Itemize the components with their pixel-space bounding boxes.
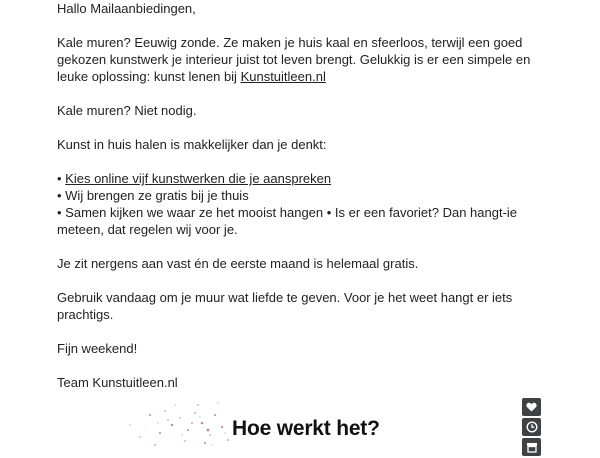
kunstuitleen-link[interactable]: Kunstuitleen.nl: [240, 69, 326, 84]
line-niet-nodig: Kale muren? Niet nodig.: [57, 103, 197, 118]
heart-icon: [526, 402, 537, 412]
bullet-2: • Wij brengen ze gratis bij je thuis: [57, 188, 249, 203]
how-it-works-banner: [0, 385, 600, 450]
line-vandaag: Gebruik vandaag om je muur wat liefde te geven. Voor je het weet hangt er iets prachtigs.: [57, 290, 513, 322]
kies-online-link[interactable]: Kies online vijf kunstwerken die je aanspreken: [65, 171, 332, 186]
intro-paragraph: [57, 34, 537, 85]
clock-icon: [526, 421, 538, 433]
floating-action-sidebar: [522, 398, 541, 458]
banner-title: Hoe werkt het?: [232, 417, 380, 440]
line-makkelijker: Kunst in huis halen is makkelijker dan je denkt:: [57, 137, 327, 152]
line-weekend: Fijn weekend!: [57, 341, 138, 356]
archive-icon: [526, 442, 538, 453]
signature: Team Kunstuitleen.nl: [57, 375, 178, 390]
email-body: [57, 0, 537, 391]
intro-text: Kale muren? Eeuwig zonde. Ze maken je huis kaal en sfeerloos, terwijl een goed gekozen kunstwerk je interieur juist tot leven brengt. Gelukkig is er een simpele en leuke oplossing: kunst lenen bij: [57, 35, 531, 84]
snooze-button[interactable]: [522, 418, 541, 436]
greeting: Hallo Mailaanbiedingen,: [57, 1, 196, 16]
bullet-1: [57, 170, 537, 187]
archive-button[interactable]: [522, 438, 541, 456]
bullet-3: • Samen kijken we waar ze het mooist hangen • Is er een favoriet? Dan hangt-ie meteen, dat regelen wij voor je.: [57, 205, 518, 237]
favorite-button[interactable]: [522, 398, 541, 416]
bullet-1-prefix: •: [57, 171, 66, 186]
line-vast: Je zit nergens aan vast én de eerste maand is helemaal gratis.: [57, 256, 419, 271]
